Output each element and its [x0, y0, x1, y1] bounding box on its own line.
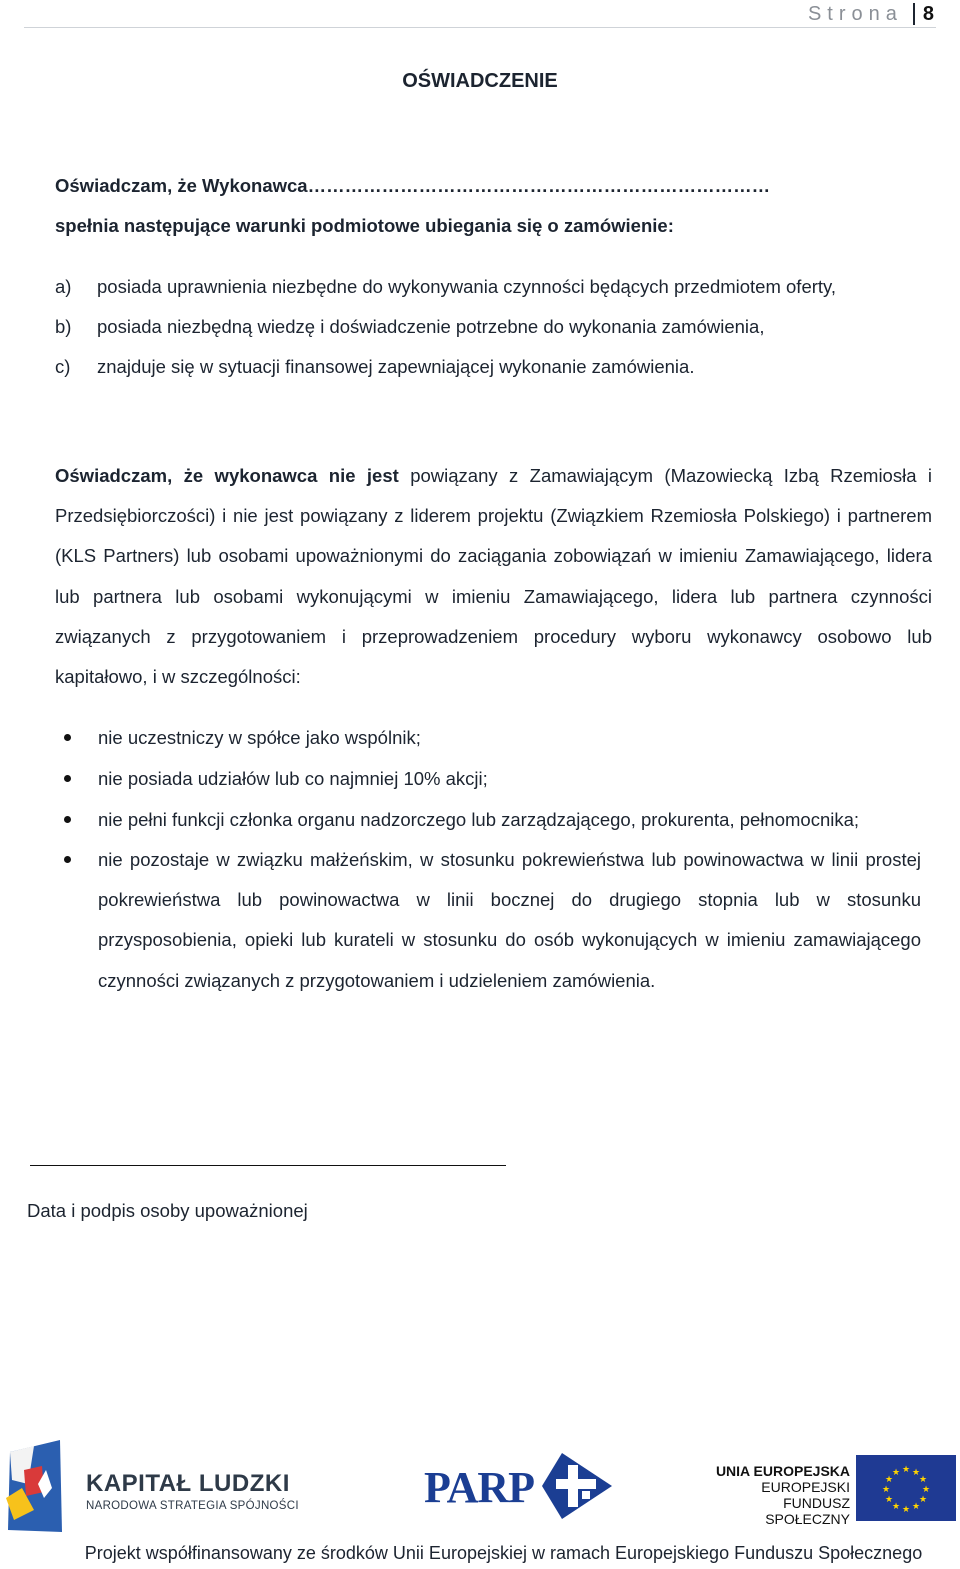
- svg-text:★: ★: [884, 1495, 894, 1505]
- eu-flag-icon: [856, 1455, 956, 1521]
- declaration1-line1: Oświadczam, że Wykonawca…………………………………………………………………: [55, 175, 771, 196]
- declaration2-body: powiązany z Zamawiającym (Mazowiecką Izbą Rzemiosła i Przedsiębiorczości) i nie jest powiązany z liderem projektu (Związkiem Rzemiosła Polskiego) i partnerem (KLS Partners) lub osobami upoważnionymi do zaciągania zobowiązań w imieniu Zamawiającego, lidera lub partnera lub osobami wykonującymi w imieniu Zamawiającego, lidera lub partnera czynności związanych z przygotowaniem i przeprowadzeniem procedury wyboru wykonawcy osobowo lub kapitałowo, i w szczególności:: [55, 465, 932, 688]
- kapital-ludzki-subtitle: NARODOWA STRATEGIA SPÓJNOŚCI: [86, 1500, 299, 1512]
- header-rule: [24, 27, 936, 28]
- kapital-ludzki-logo: [86, 1470, 299, 1512]
- list-marker: c): [55, 356, 71, 377]
- footer-text: Projekt współfinansowany ze środków Unii Europejskiej w ramach Europejskiego Funduszu Społecznego: [84, 1543, 923, 1563]
- svg-text:★: ★: [921, 1485, 931, 1495]
- bullet-text: nie pełni funkcji członka organu nadzorczego lub zarządzającego, prokurenta, pełnomocnika;: [98, 809, 860, 830]
- page-header: [808, 0, 934, 28]
- bullet-dot: [64, 816, 71, 823]
- page-number: 8: [922, 2, 934, 25]
- ue-line2: EUROPEJSKI: [761, 1479, 850, 1495]
- ue-logo-text: [700, 1463, 850, 1527]
- svg-text:★: ★: [891, 1468, 901, 1478]
- bullet-dot: [64, 775, 71, 782]
- parp-logo-icon: [542, 1453, 612, 1519]
- declaration2-lead: Oświadczam, że wykonawca nie jest: [55, 465, 399, 486]
- kapital-ludzki-title: KAPITAŁ LUDZKI: [86, 1470, 290, 1497]
- bullet-dot: [64, 734, 71, 741]
- svg-text:★: ★: [901, 1505, 911, 1515]
- list-text: znajduje się w sytuacji finansowej zapewniającej wykonanie zamówienia.: [97, 356, 695, 377]
- list-marker: a): [55, 276, 72, 297]
- declaration2-paragraph: [55, 456, 932, 697]
- ue-line3: FUNDUSZ SPOŁECZNY: [765, 1495, 850, 1527]
- list-text: posiada niezbędną wiedzę i doświadczenie potrzebne do wykonania zamówienia,: [97, 316, 765, 337]
- svg-text:★: ★: [901, 1465, 911, 1475]
- kapital-ludzki-logo-icon: [4, 1440, 84, 1536]
- svg-text:★: ★: [911, 1468, 921, 1478]
- signature-line: [30, 1165, 506, 1166]
- list-text: posiada uprawnienia niezbędne do wykonywania czynności będących przedmiotem oferty,: [97, 276, 837, 297]
- list-marker: b): [55, 316, 72, 337]
- bullet-text: nie posiada udziałów lub co najmniej 10% akcji;: [98, 768, 488, 789]
- svg-text:★: ★: [918, 1495, 928, 1505]
- svg-text:★: ★: [911, 1502, 921, 1512]
- svg-text:★: ★: [891, 1502, 901, 1512]
- document-title: OŚWIADCZENIE: [402, 70, 558, 92]
- bullet-text: nie uczestniczy w spółce jako wspólnik;: [98, 727, 421, 748]
- parp-logo-text: PARP: [424, 1463, 535, 1512]
- svg-text:★: ★: [881, 1485, 891, 1495]
- page-label: Strona: [807, 2, 903, 25]
- bullet-text: nie pozostaje w związku małżeńskim, w stosunku pokrewieństwa lub powinowactwa w linii prostej pokrewieństwa lub powinowactwa w linii bocznej do drugiego stopnia lub w stosunku przysposobienia, opieki lub kurateli w stosunku do osób wykonujących w imieniu zamawiającego czynności związanych z przygotowaniem i udzieleniem zamówienia.: [98, 849, 921, 991]
- signature-label: Data i podpis osoby upoważnionej: [27, 1200, 308, 1221]
- header-separator: [913, 3, 915, 25]
- ue-line1: UNIA EUROPEJSKA: [715, 1463, 850, 1479]
- declaration1-line2: spełnia następujące warunki podmiotowe ubiegania się o zamówienie:: [55, 215, 674, 236]
- svg-text:★: ★: [918, 1475, 928, 1485]
- svg-text:★: ★: [884, 1475, 894, 1485]
- bullet-dot: [64, 856, 71, 863]
